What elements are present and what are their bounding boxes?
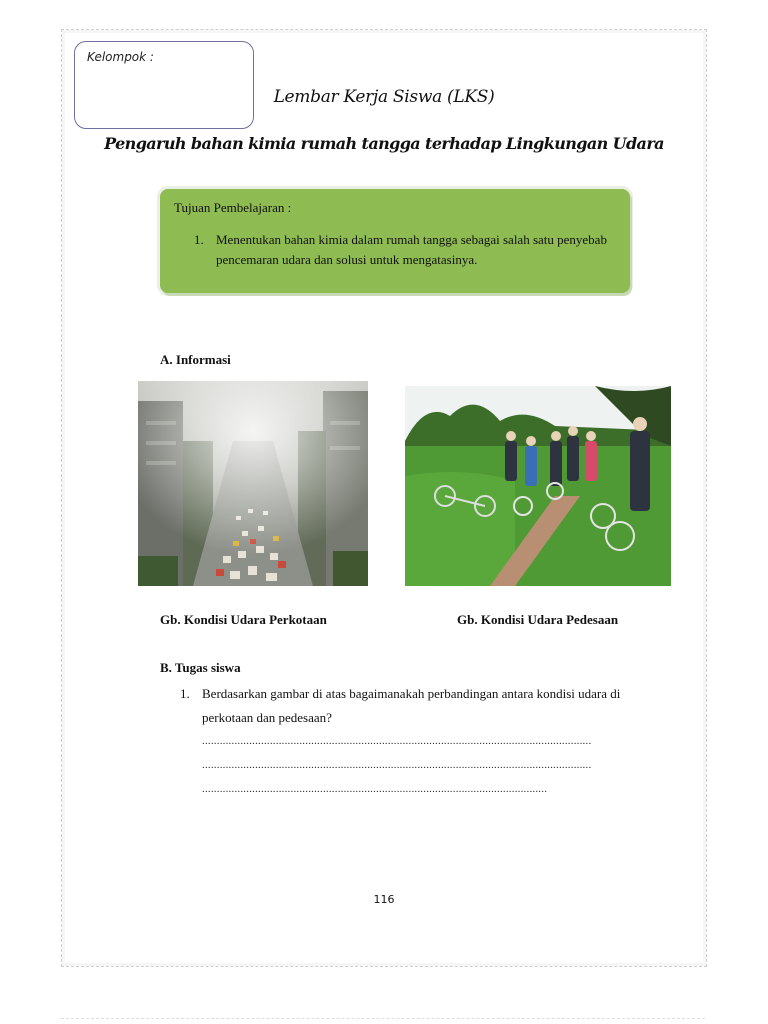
learning-goal-box xyxy=(160,189,630,293)
page-title: Lembar Kerja Siswa (LKS) xyxy=(273,87,495,107)
learning-goal-item xyxy=(194,230,614,270)
page-number: 116 xyxy=(373,893,395,906)
question-number: 1. xyxy=(180,686,190,701)
village-photo-caption: Gb. Kondisi Udara Pedesaan xyxy=(457,612,619,627)
village-air-photo xyxy=(405,386,671,586)
learning-goal-heading: Tujuan Pembelajaran : xyxy=(174,200,292,215)
question-text: Berdasarkan gambar di atas bagaimanakah perbandingan antara kondisi udara di perkotaan dan pedesaan? xyxy=(202,686,621,725)
answer-line[interactable]: ..................................................................................................................... xyxy=(202,783,548,795)
learning-goal-number: 1. xyxy=(194,232,204,247)
page-subtitle: Pengaruh bahan kimia rumah tangga terhadap Lingkungan Udara xyxy=(104,134,664,153)
answer-line[interactable]: .................................................................................................................................... xyxy=(202,735,592,747)
question-item xyxy=(180,682,650,730)
city-photo-caption: Gb. Kondisi Udara Perkotaan xyxy=(160,612,327,627)
answer-line[interactable]: .................................................................................................................................... xyxy=(202,759,592,771)
section-b-heading: B. Tugas siswa xyxy=(160,660,241,675)
section-a-heading: A. Informasi xyxy=(160,352,231,367)
learning-goal-text: Menentukan bahan kimia dalam rumah tangga sebagai salah satu penyebab pencemaran udara dan solusi untuk mengatasinya. xyxy=(216,232,607,267)
group-box xyxy=(74,41,254,129)
group-label: Kelompok : xyxy=(87,50,154,64)
bottom-divider xyxy=(61,1018,705,1019)
city-air-photo xyxy=(138,381,368,586)
